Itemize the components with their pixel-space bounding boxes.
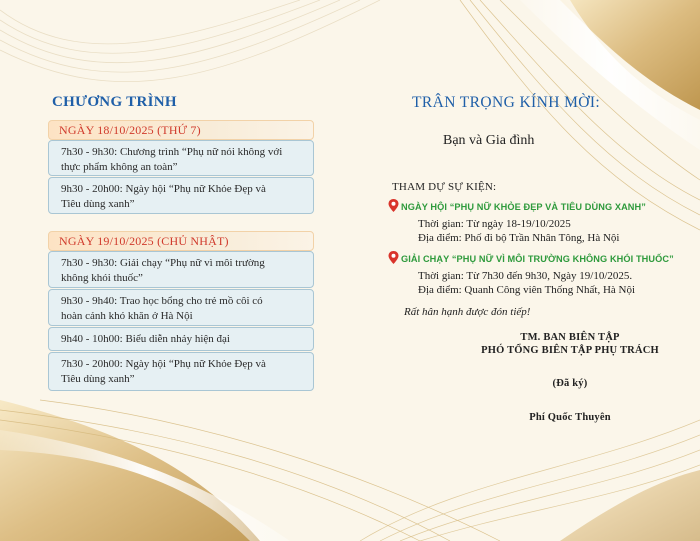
invitation-heading: TRÂN TRỌNG KÍNH MỜI: — [412, 94, 601, 111]
signer-name: Phí Quốc Thuyên — [529, 412, 611, 423]
event-place-1: Địa điểm: Phố đi bộ Trần Nhân Tông, Hà Nội — [418, 232, 620, 244]
sign-line-2: PHÓ TỔNG BIÊN TẬP PHỤ TRÁCH — [481, 345, 659, 356]
location-pin-icon — [388, 199, 399, 212]
day-label: NGÀY 19/10/2025 (CHỦ NHẬT) — [59, 234, 229, 248]
program-title: CHƯƠNG TRÌNH — [52, 94, 177, 110]
recipient: Bạn và Gia đình — [443, 133, 535, 148]
event-place-2: Địa điểm: Quanh Công viên Thống Nhất, Hà Nội — [418, 284, 636, 296]
program-item: 7h30 - 9h30: Giải chạy “Phụ nữ vì môi trường không khói thuốc” — [48, 251, 314, 288]
program-item: 9h30 - 20h00: Ngày hội “Phụ nữ Khỏe Đẹp và Tiêu dùng xanh” — [48, 177, 314, 214]
event-title-1: NGÀY HỘI “PHỤ NỮ KHỎE ĐẸP VÀ TIÊU DÙNG XANH” — [401, 202, 646, 212]
location-pin-icon — [388, 251, 399, 264]
day-label: NGÀY 18/10/2025 (THỨ 7) — [59, 123, 201, 137]
event-time-1: Thời gian: Từ ngày 18-19/10/2025 — [418, 218, 571, 230]
event-title-2: GIẢI CHẠY “PHỤ NỮ VÌ MÔI TRƯỜNG KHÔNG KHÓI THUỐC” — [401, 254, 674, 264]
day-header-2 — [48, 231, 314, 251]
day-header-1 — [48, 120, 314, 140]
program-item: 7h30 - 9h30: Chương trình “Phụ nữ nói không với thực phẩm không an toàn” — [48, 140, 314, 176]
welcome-text: Rất hân hạnh được đón tiếp! — [404, 306, 531, 318]
signed-note: (Đã ký) — [552, 378, 588, 389]
program-item: 9h40 - 10h00: Biểu diễn nhảy hiện đại — [48, 327, 314, 351]
program-item: 9h30 - 9h40: Trao học bổng cho trẻ mồ côi có hoàn cảnh khó khăn ở Hà Nội — [48, 289, 314, 326]
program-item: 7h30 - 20h00: Ngày hội “Phụ nữ Khỏe Đẹp và Tiêu dùng xanh” — [48, 352, 314, 391]
event-time-2: Thời gian: Từ 7h30 đến 9h30, Ngày 19/10/2025. — [418, 270, 633, 282]
attend-label: THAM DỰ SỰ KIỆN: — [392, 181, 497, 193]
sign-line-1: TM. BAN BIÊN TẬP — [520, 332, 620, 343]
